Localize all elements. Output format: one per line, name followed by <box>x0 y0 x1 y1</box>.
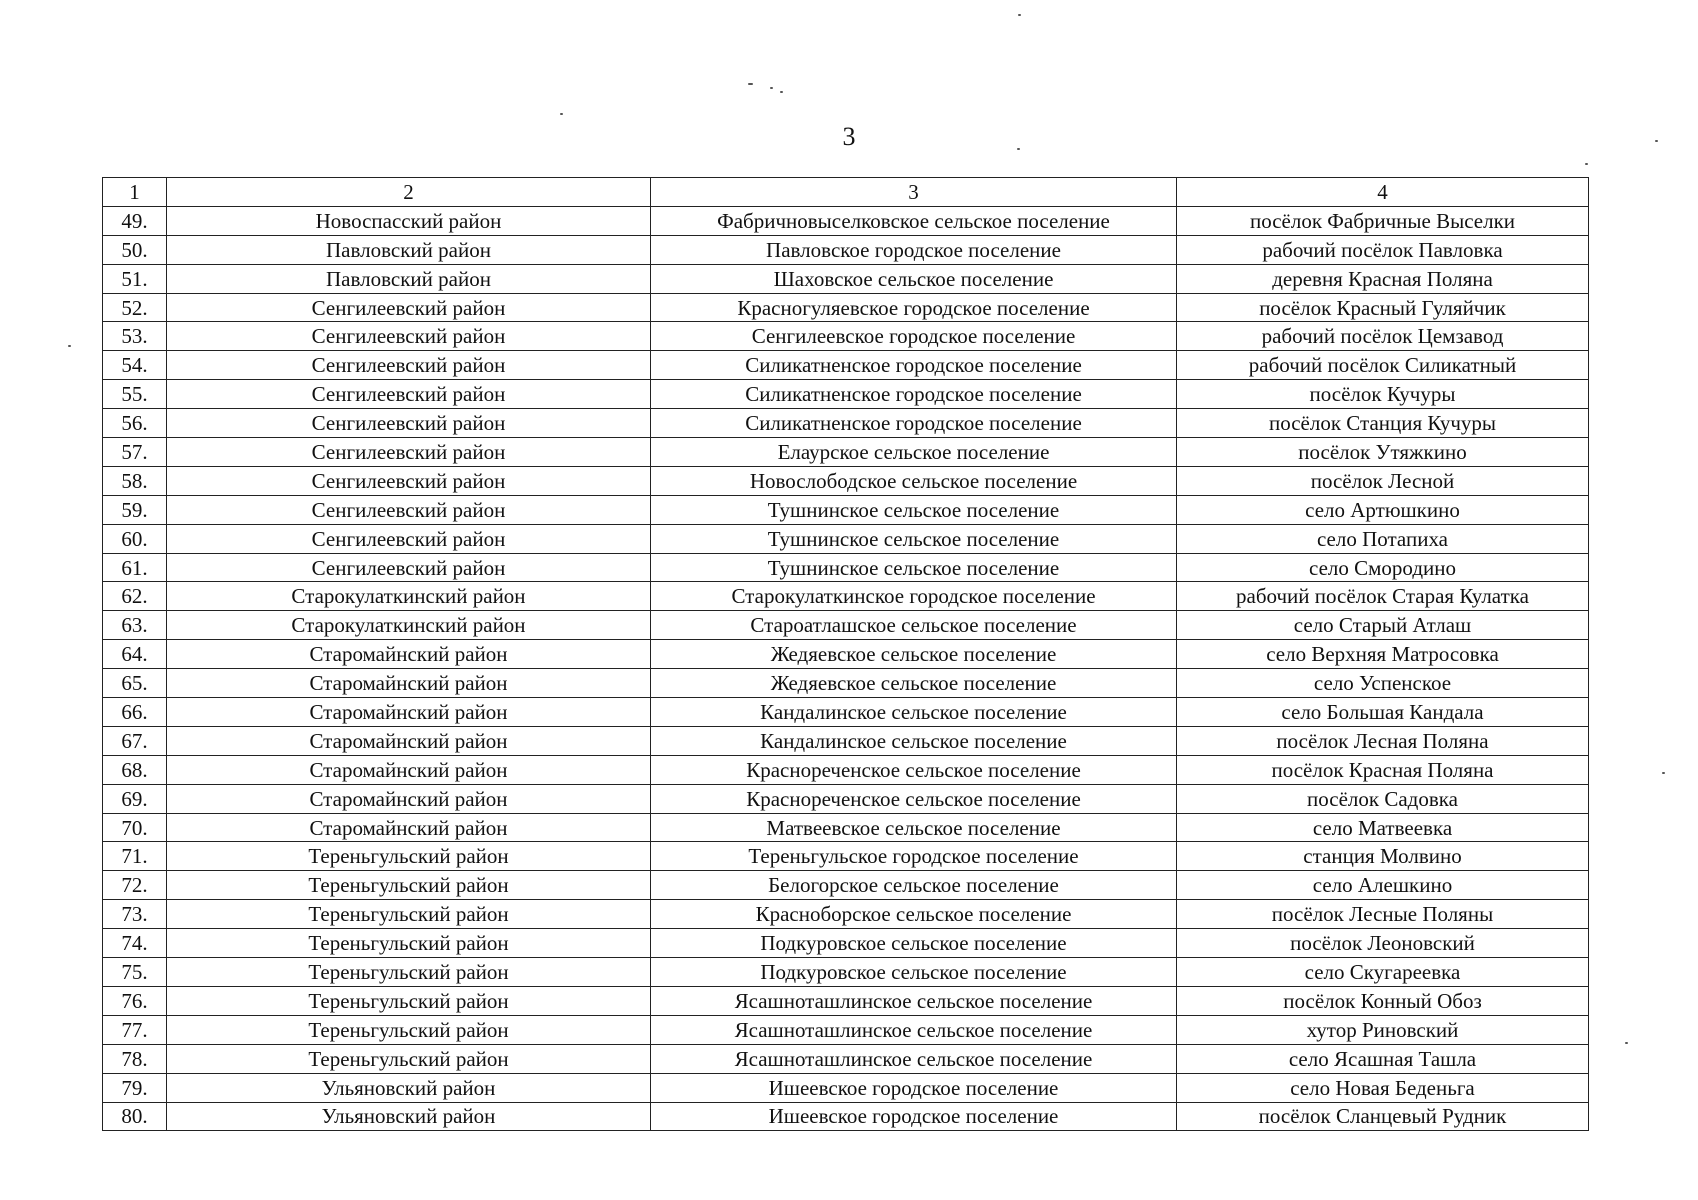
settlement-name: Ясашноташлинское сельское поселение <box>651 986 1177 1015</box>
table-row <box>103 293 1589 322</box>
scan-speck <box>1018 14 1021 16</box>
settlement-name: Ясашноташлинское сельское поселение <box>651 1044 1177 1073</box>
locality-name: посёлок Лесной <box>1177 466 1589 495</box>
table-row <box>103 900 1589 929</box>
district-name: Старомайнский район <box>167 726 651 755</box>
table-row <box>103 264 1589 293</box>
locality-name: посёлок Конный Обоз <box>1177 986 1589 1015</box>
settlement-name: Тушнинское сельское поселение <box>651 524 1177 553</box>
scan-speck <box>770 87 773 89</box>
locality-name: посёлок Утяжкино <box>1177 438 1589 467</box>
table-row <box>103 1073 1589 1102</box>
district-name: Тереньгульский район <box>167 1015 651 1044</box>
row-number: 70. <box>103 813 167 842</box>
locality-name: посёлок Леоновский <box>1177 929 1589 958</box>
table-row <box>103 1102 1589 1131</box>
table-row <box>103 322 1589 351</box>
locality-name: село Потапиха <box>1177 524 1589 553</box>
table-row <box>103 351 1589 380</box>
locality-name: посёлок Станция Кучуры <box>1177 409 1589 438</box>
settlement-name: Сенгилеевское городское поселение <box>651 322 1177 351</box>
district-name: Сенгилеевский район <box>167 466 651 495</box>
table-row <box>103 1015 1589 1044</box>
locality-name: рабочий посёлок Павловка <box>1177 235 1589 264</box>
table-row <box>103 206 1589 235</box>
settlement-name: Павловское городское поселение <box>651 235 1177 264</box>
district-name: Ульяновский район <box>167 1073 651 1102</box>
scan-speck <box>748 83 753 85</box>
district-name: Старомайнский район <box>167 669 651 698</box>
scan-speck <box>1585 163 1588 165</box>
settlement-name: Краснореченское сельское поселение <box>651 784 1177 813</box>
locality-name: село Новая Беденьга <box>1177 1073 1589 1102</box>
settlement-name: Староатлашское сельское поселение <box>651 611 1177 640</box>
row-number: 57. <box>103 438 167 467</box>
district-name: Тереньгульский район <box>167 1044 651 1073</box>
row-number: 61. <box>103 553 167 582</box>
row-number: 53. <box>103 322 167 351</box>
row-number: 77. <box>103 1015 167 1044</box>
settlement-name: Подкуровское сельское поселение <box>651 958 1177 987</box>
district-name: Старомайнский район <box>167 784 651 813</box>
settlement-name: Кандалинское сельское поселение <box>651 726 1177 755</box>
table-row <box>103 495 1589 524</box>
locality-name: посёлок Сланцевый Рудник <box>1177 1102 1589 1131</box>
district-name: Тереньгульский район <box>167 958 651 987</box>
district-name: Тереньгульский район <box>167 986 651 1015</box>
row-number: 59. <box>103 495 167 524</box>
row-number: 50. <box>103 235 167 264</box>
row-number: 76. <box>103 986 167 1015</box>
table-row <box>103 698 1589 727</box>
table-row <box>103 438 1589 467</box>
row-number: 64. <box>103 640 167 669</box>
settlement-name: Жедяевское сельское поселение <box>651 669 1177 698</box>
table-row <box>103 553 1589 582</box>
row-number: 54. <box>103 351 167 380</box>
district-name: Сенгилеевский район <box>167 438 651 467</box>
settlement-name: Старокулаткинское городское поселение <box>651 582 1177 611</box>
locality-name: село Ясашная Ташла <box>1177 1044 1589 1073</box>
district-name: Сенгилеевский район <box>167 495 651 524</box>
settlement-name: Силикатненское городское поселение <box>651 351 1177 380</box>
locality-name: посёлок Лесные Поляны <box>1177 900 1589 929</box>
settlement-name: Силикатненское городское поселение <box>651 409 1177 438</box>
locality-name: посёлок Садовка <box>1177 784 1589 813</box>
row-number: 52. <box>103 293 167 322</box>
district-name: Сенгилеевский район <box>167 409 651 438</box>
table-body <box>103 206 1589 1131</box>
column-number-2: 2 <box>167 178 651 207</box>
row-number: 68. <box>103 755 167 784</box>
row-number: 74. <box>103 929 167 958</box>
table-row <box>103 380 1589 409</box>
table-header-row <box>103 178 1589 207</box>
row-number: 66. <box>103 698 167 727</box>
locality-name: посёлок Красный Гуляйчик <box>1177 293 1589 322</box>
district-name: Сенгилеевский район <box>167 553 651 582</box>
row-number: 67. <box>103 726 167 755</box>
district-name: Старомайнский район <box>167 755 651 784</box>
locality-name: рабочий посёлок Цемзавод <box>1177 322 1589 351</box>
row-number: 78. <box>103 1044 167 1073</box>
locality-name: посёлок Красная Поляна <box>1177 755 1589 784</box>
scan-speck <box>1662 772 1665 774</box>
settlement-name: Тушнинское сельское поселение <box>651 553 1177 582</box>
settlement-name: Силикатненское городское поселение <box>651 380 1177 409</box>
locality-name: посёлок Фабричные Выселки <box>1177 206 1589 235</box>
row-number: 49. <box>103 206 167 235</box>
settlement-name: Новослободское сельское поселение <box>651 466 1177 495</box>
table-row <box>103 986 1589 1015</box>
district-name: Старомайнский район <box>167 640 651 669</box>
settlement-name: Красногуляевское городское поселение <box>651 293 1177 322</box>
locality-name: село Старый Атлаш <box>1177 611 1589 640</box>
table-row <box>103 1044 1589 1073</box>
district-name: Старокулаткинский район <box>167 611 651 640</box>
district-name: Старомайнский район <box>167 698 651 727</box>
settlement-name: Кандалинское сельское поселение <box>651 698 1177 727</box>
district-name: Старокулаткинский район <box>167 582 651 611</box>
settlement-name: Краснореченское сельское поселение <box>651 755 1177 784</box>
district-name: Старомайнский район <box>167 813 651 842</box>
locality-name: деревня Красная Поляна <box>1177 264 1589 293</box>
row-number: 60. <box>103 524 167 553</box>
row-number: 65. <box>103 669 167 698</box>
district-name: Тереньгульский район <box>167 871 651 900</box>
district-name: Павловский район <box>167 264 651 293</box>
row-number: 55. <box>103 380 167 409</box>
row-number: 71. <box>103 842 167 871</box>
settlement-name: Шаховское сельское поселение <box>651 264 1177 293</box>
table-row <box>103 409 1589 438</box>
scan-speck <box>560 113 563 115</box>
table-row <box>103 611 1589 640</box>
row-number: 73. <box>103 900 167 929</box>
table-row <box>103 524 1589 553</box>
locality-name: село Скугареевка <box>1177 958 1589 987</box>
settlement-name: Тушнинское сельское поселение <box>651 495 1177 524</box>
district-name: Павловский район <box>167 235 651 264</box>
settlement-name: Тереньгульское городское поселение <box>651 842 1177 871</box>
scan-speck <box>68 345 71 347</box>
row-number: 58. <box>103 466 167 495</box>
locality-name: село Матвеевка <box>1177 813 1589 842</box>
table-row <box>103 958 1589 987</box>
settlement-name: Фабричновыселковское сельское поселение <box>651 206 1177 235</box>
district-name: Ульяновский район <box>167 1102 651 1131</box>
locality-name: посёлок Лесная Поляна <box>1177 726 1589 755</box>
district-name: Сенгилеевский район <box>167 293 651 322</box>
district-name: Тереньгульский район <box>167 842 651 871</box>
settlement-name: Жедяевское сельское поселение <box>651 640 1177 669</box>
settlement-name: Елаурское сельское поселение <box>651 438 1177 467</box>
district-name: Сенгилеевский район <box>167 380 651 409</box>
settlements-table <box>102 177 1589 1131</box>
row-number: 69. <box>103 784 167 813</box>
locality-name: рабочий посёлок Старая Кулатка <box>1177 582 1589 611</box>
scan-speck <box>1625 1042 1628 1044</box>
table-row <box>103 871 1589 900</box>
table-row <box>103 235 1589 264</box>
row-number: 56. <box>103 409 167 438</box>
locality-name: село Алешкино <box>1177 871 1589 900</box>
column-number-4: 4 <box>1177 178 1589 207</box>
row-number: 79. <box>103 1073 167 1102</box>
locality-name: посёлок Кучуры <box>1177 380 1589 409</box>
settlement-name: Ишеевское городское поселение <box>651 1102 1177 1131</box>
row-number: 80. <box>103 1102 167 1131</box>
locality-name: рабочий посёлок Силикатный <box>1177 351 1589 380</box>
settlement-name: Подкуровское сельское поселение <box>651 929 1177 958</box>
table-row <box>103 929 1589 958</box>
locality-name: село Успенское <box>1177 669 1589 698</box>
district-name: Сенгилеевский район <box>167 322 651 351</box>
table-row <box>103 784 1589 813</box>
settlement-name: Ишеевское городское поселение <box>651 1073 1177 1102</box>
table-row <box>103 726 1589 755</box>
table-row <box>103 755 1589 784</box>
district-name: Тереньгульский район <box>167 929 651 958</box>
row-number: 75. <box>103 958 167 987</box>
locality-name: станция Молвино <box>1177 842 1589 871</box>
table-row <box>103 582 1589 611</box>
scan-speck <box>1655 140 1658 142</box>
settlement-name: Красноборское сельское поселение <box>651 900 1177 929</box>
row-number: 63. <box>103 611 167 640</box>
table-row <box>103 466 1589 495</box>
locality-name: хутор Риновский <box>1177 1015 1589 1044</box>
settlement-name: Ясашноташлинское сельское поселение <box>651 1015 1177 1044</box>
table-row <box>103 640 1589 669</box>
table-row <box>103 813 1589 842</box>
locality-name: село Артюшкино <box>1177 495 1589 524</box>
scan-speck <box>1017 148 1020 150</box>
settlement-name: Матвеевское сельское поселение <box>651 813 1177 842</box>
column-number-1: 1 <box>103 178 167 207</box>
row-number: 72. <box>103 871 167 900</box>
locality-name: село Большая Кандала <box>1177 698 1589 727</box>
district-name: Новоспасский район <box>167 206 651 235</box>
table-row <box>103 842 1589 871</box>
column-number-3: 3 <box>651 178 1177 207</box>
table-row <box>103 669 1589 698</box>
row-number: 62. <box>103 582 167 611</box>
district-name: Сенгилеевский район <box>167 524 651 553</box>
district-name: Сенгилеевский район <box>167 351 651 380</box>
locality-name: село Смородино <box>1177 553 1589 582</box>
locality-name: село Верхняя Матросовка <box>1177 640 1589 669</box>
settlement-name: Белогорское сельское поселение <box>651 871 1177 900</box>
scan-speck <box>780 91 783 93</box>
page-number: 3 <box>842 122 856 151</box>
district-name: Тереньгульский район <box>167 900 651 929</box>
row-number: 51. <box>103 264 167 293</box>
